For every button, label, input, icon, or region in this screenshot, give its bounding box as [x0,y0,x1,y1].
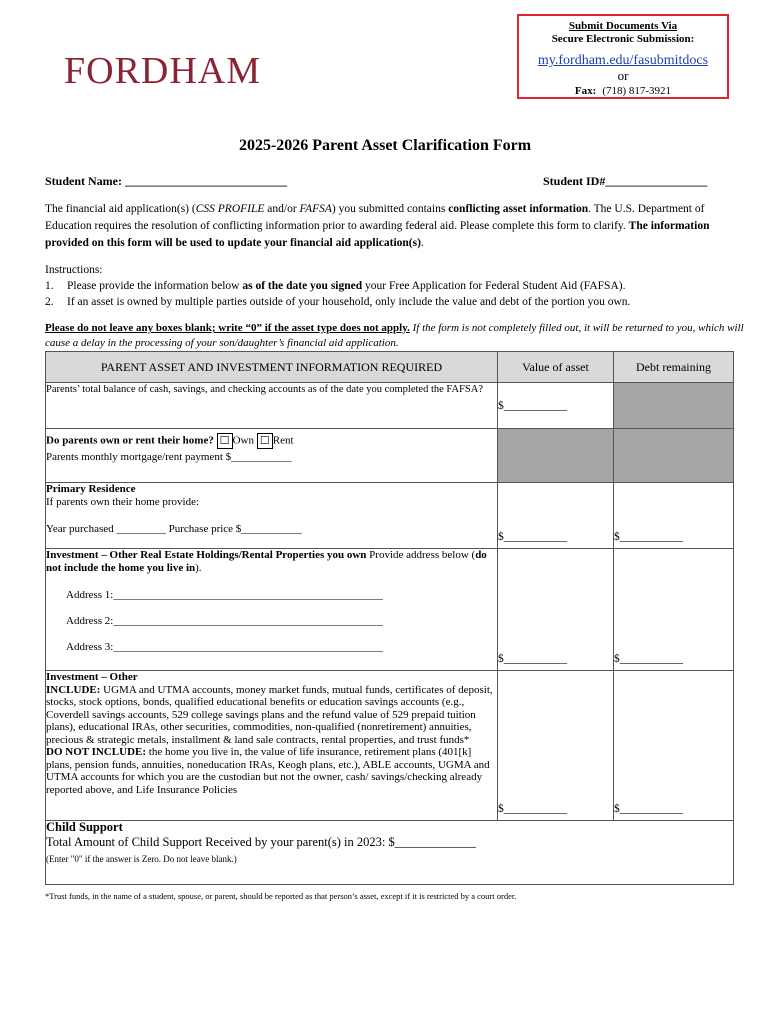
cash-savings-question: Parents’ total balance of cash, savings, and checking accounts as of the date you completed the FAFSA? [46,383,498,429]
primary-residence-sub: If parents own their home provide: [46,496,200,508]
header-value: Value of asset [498,352,614,383]
intro-paragraph: The financial aid application(s) (CSS PROFILE and/or FAFSA) you submitted contains conflicting asset information. The U.S. Department of Education requires the resolution of conflicting information prior to awarding federal aid. Please complete this form to clarify. The information provided on this form will be used to update your financial aid application(s). [45,203,710,249]
table-row [46,483,734,549]
purchase-fields[interactable]: Year purchased _________ Purchase price $___________ [46,523,302,535]
student-id-field[interactable]: Student ID#_________________ [543,174,708,188]
fax-line [519,85,727,97]
mortgage-field[interactable]: Parents monthly mortgage/rent payment $___________ [46,451,292,463]
real-estate-value-field[interactable]: $___________ [498,549,614,671]
instruction-item: 1. Please provide the information below as of the date you signed your Free Application for Federal Student Aid (FAFSA). [45,280,626,292]
footnote: *Trust funds, in the name of a student, spouse, or parent, should be reported as that person’s asset, except if it is restricted by a court order. [45,891,517,901]
other-investment-value-field[interactable]: $___________ [498,671,614,821]
own-rent-question: Do parents own or rent their home? [46,434,214,447]
instructions [45,262,735,310]
fax-label: Fax: [574,85,597,97]
instructions-label: Instructions: [45,264,103,276]
fordham-logo: FORDHAM [64,50,262,92]
real-estate-cell: Investment – Other Real Estate Holdings/Rental Properties you own Provide address below (do not include the home you live in). Address 1:_________________________________________________ Address 2:_________________________________________________ Address 3:_________________________________________________ [46,549,498,671]
primary-residence-cell [46,483,498,549]
header-debt: Debt remaining [614,352,734,383]
submit-heading: Submit Documents Via [568,20,678,32]
own-rent-debt-disabled [614,429,734,483]
child-support-cell [46,821,734,885]
table-header-row [46,352,734,383]
residence-debt-field[interactable]: $___________ [614,483,734,549]
residence-value-field[interactable]: $___________ [498,483,614,549]
table-row [46,549,734,671]
rent-checkbox[interactable]: ☐ [257,433,273,449]
form-title: 2025-2026 Parent Asset Clarification Form [238,137,532,154]
child-support-title: Child Support [46,820,123,834]
fax-number: (718) 817-3921 [602,85,672,97]
other-investment-cell: Investment – Other INCLUDE: UGMA and UTMA accounts, money market funds, mutual funds, certificates of deposit, stocks, stock options, bonds, qualified educational benefits or education savings accounts (e.g., Coverdell savings accounts, 529 college savings plans and the refund value of 529 prepaid tuition plans), educational IRAs, other securities, commodities, non-qualified (nonretirement) annuities, precious & strategic metals, installment & land sale contracts, rental properties, and trust funds* DO NOT INCLUDE: the home you live in, the value of life insurance, retirement plans (401[k] plans, pension funds, annuities, noneducation IRAs, Keogh plans, etc.), ABLE accounts, UGMA and UTMA accounts for which you are the custodian but not the owner, cash/ savings/checking already reported above, and Life Insurance Policies [46,671,498,821]
other-investment-title: Investment – Other [46,671,138,683]
submit-subheading: Secure Electronic Submission: [551,33,695,45]
student-name-field[interactable]: Student Name: ___________________________ [45,174,287,188]
submit-or: or [617,68,629,83]
instruction-item: 2. If an asset is owned by multiple parties outside of your household, only include the value and debt of the portion you own. [45,296,631,308]
rent-label: Rent [272,434,294,447]
child-support-note: (Enter "0" if the answer is Zero. Do not leave blank.) [46,854,237,864]
table-row [46,671,734,821]
primary-residence-title: Primary Residence [46,483,136,495]
header-info: PARENT ASSET AND INVESTMENT INFORMATION REQUIRED [46,352,498,383]
child-support-field[interactable]: Total Amount of Child Support Received by your parent(s) in 2023: $_____________ [46,835,476,849]
own-rent-value-disabled [498,429,614,483]
table-row [46,429,734,483]
table-row [46,821,734,885]
own-checkbox[interactable]: ☐ [217,433,233,449]
submit-documents-box [517,14,729,99]
table-row [46,383,734,429]
address-3-field[interactable]: Address 3:_________________________________________________ [66,641,383,653]
cash-value-field[interactable]: $___________ [498,383,614,429]
own-rent-cell [46,429,498,483]
other-investment-debt-field[interactable]: $___________ [614,671,734,821]
warning-note: Please do not leave any boxes blank; write “0” if the asset type does not apply. If the form is not completely filled out, it will be returned to you, which will cause a delay in the processing of your son/daughter’s financial aid application. [45,322,744,349]
cash-debt-disabled [614,383,734,429]
own-label: Own [232,434,254,447]
asset-table [45,351,734,885]
address-1-field[interactable]: Address 1:_________________________________________________ [66,589,383,601]
real-estate-debt-field[interactable]: $___________ [614,549,734,671]
address-2-field[interactable]: Address 2:_________________________________________________ [66,615,383,627]
submit-link[interactable]: my.fordham.edu/fasubmitdocs [537,53,709,68]
